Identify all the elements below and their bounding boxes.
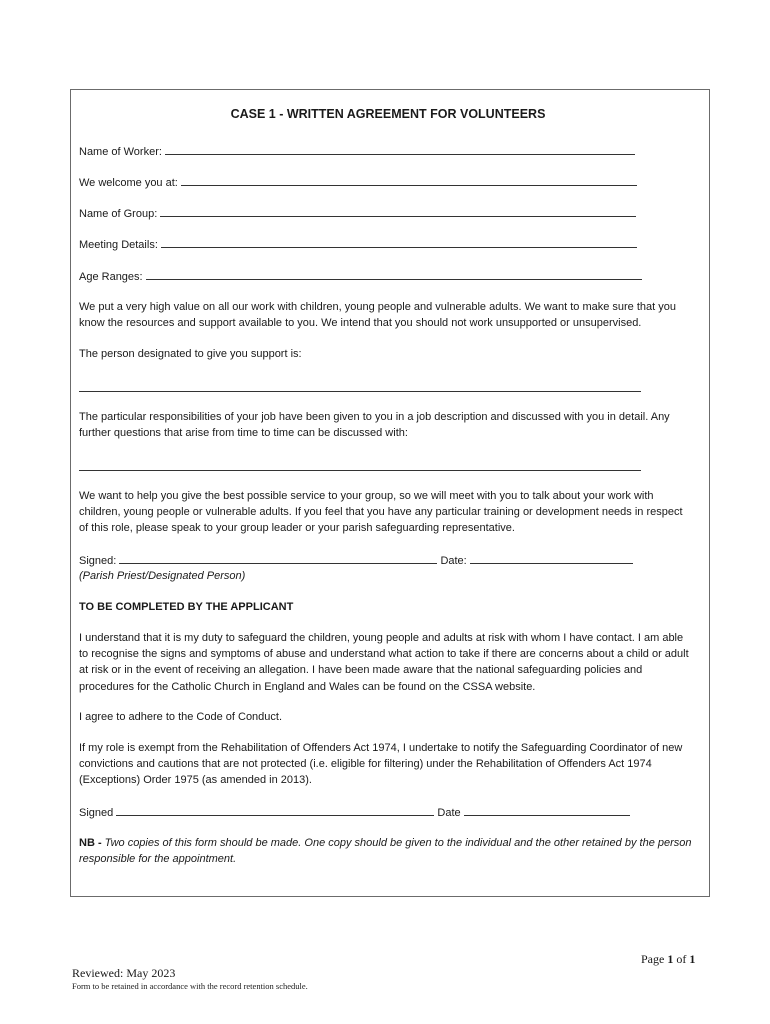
name-of-worker-label: Name of Worker: bbox=[79, 146, 162, 158]
age-ranges-field[interactable] bbox=[146, 268, 642, 280]
further-questions-field[interactable] bbox=[79, 469, 641, 471]
support-person-field[interactable] bbox=[79, 390, 641, 392]
age-ranges-row bbox=[79, 268, 699, 285]
page-number bbox=[641, 952, 695, 967]
signed-row-1 bbox=[79, 552, 699, 569]
nb-text: Two copies of this form should be made. One copy should be given to the individual and the other retained by the person responsible for the appointment. bbox=[79, 837, 692, 866]
date-field-2[interactable] bbox=[464, 804, 630, 816]
duty-paragraph: I understand that it is my duty to safeguard the children, young people and adults at risk with whom I have contact. I am able to recognise the signs and symptoms of abuse and understand what action to take if there are concerns about a child or adult at risk or in the event of receiving an allegation. I have been made aware that the national safeguarding policies and procedures for the Catholic Church in England and Wales can be found on the CSSA website. bbox=[79, 632, 689, 693]
name-of-worker-field[interactable] bbox=[165, 143, 635, 155]
meeting-details-row bbox=[79, 236, 699, 253]
nb-note bbox=[79, 835, 694, 867]
name-of-group-label: Name of Group: bbox=[79, 208, 158, 220]
name-of-group-row bbox=[79, 205, 699, 222]
date-label-2: Date bbox=[437, 807, 461, 819]
form-box bbox=[70, 89, 710, 897]
applicant-heading: TO BE COMPLETED BY THE APPLICANT bbox=[79, 601, 294, 613]
signed-row-2 bbox=[79, 804, 699, 821]
page-current: 1 bbox=[667, 952, 674, 966]
signed-label-1: Signed: bbox=[79, 555, 117, 567]
support-paragraph: We want to help you give the best possible service to your group, so we will meet with you to talk about your work with children, young people or vulnerable adults. If you feel that you have any particular training or development needs in respect of this role, please speak to your group leader or your parish safeguarding representative. bbox=[79, 490, 683, 535]
retention-note: Form to be retained in accordance with the record retention schedule. bbox=[72, 981, 308, 991]
welcome-at-label: We welcome you at: bbox=[79, 177, 178, 189]
page-of: of bbox=[676, 952, 687, 966]
meeting-details-field[interactable] bbox=[161, 236, 637, 248]
signed-field-1[interactable] bbox=[119, 552, 437, 564]
name-of-group-field[interactable] bbox=[160, 205, 636, 217]
signed-label-2: Signed bbox=[79, 807, 114, 819]
nb-label: NB - bbox=[79, 837, 102, 849]
page-prefix: Page bbox=[641, 952, 665, 966]
welcome-at-row bbox=[79, 174, 699, 191]
intro-paragraph: We put a very high value on all our work with children, young people and vulnerable adults. We want to make sure that you know the resources and support available to you. We intend that you should not work unsupported or unsupervised. bbox=[79, 301, 676, 330]
responsibilities-paragraph: The particular responsibilities of your job have been given to you in a job description and discussed with you in detail. Any further questions that arise from time to time can be discussed with: bbox=[79, 411, 670, 440]
meeting-details-label: Meeting Details: bbox=[79, 239, 158, 251]
name-of-worker-row bbox=[79, 143, 699, 160]
welcome-at-field[interactable] bbox=[181, 174, 637, 186]
support-label: The person designated to give you support is: bbox=[79, 348, 302, 360]
form-title: CASE 1 - WRITTEN AGREEMENT FOR VOLUNTEERS bbox=[230, 107, 546, 121]
reviewed-date: Reviewed: May 2023 bbox=[72, 966, 176, 980]
date-label-1: Date: bbox=[440, 555, 467, 567]
date-field-1[interactable] bbox=[470, 552, 633, 564]
rehabilitation-paragraph: If my role is exempt from the Rehabilitation of Offenders Act 1974, I undertake to notify the Safeguarding Coordinator of new convictions and cautions that are not protected (i.e. eligible for filtering) under the Rehabilitation of Offenders Act 1974 (Exceptions) Order 1975 (as amended in 2013). bbox=[79, 742, 683, 787]
code-of-conduct-paragraph: I agree to adhere to the Code of Conduct. bbox=[79, 711, 283, 723]
signed-field-2[interactable] bbox=[116, 804, 434, 816]
age-ranges-label: Age Ranges: bbox=[79, 271, 143, 283]
page-total: 1 bbox=[689, 952, 696, 966]
signed-role: (Parish Priest/Designated Person) bbox=[79, 570, 246, 582]
